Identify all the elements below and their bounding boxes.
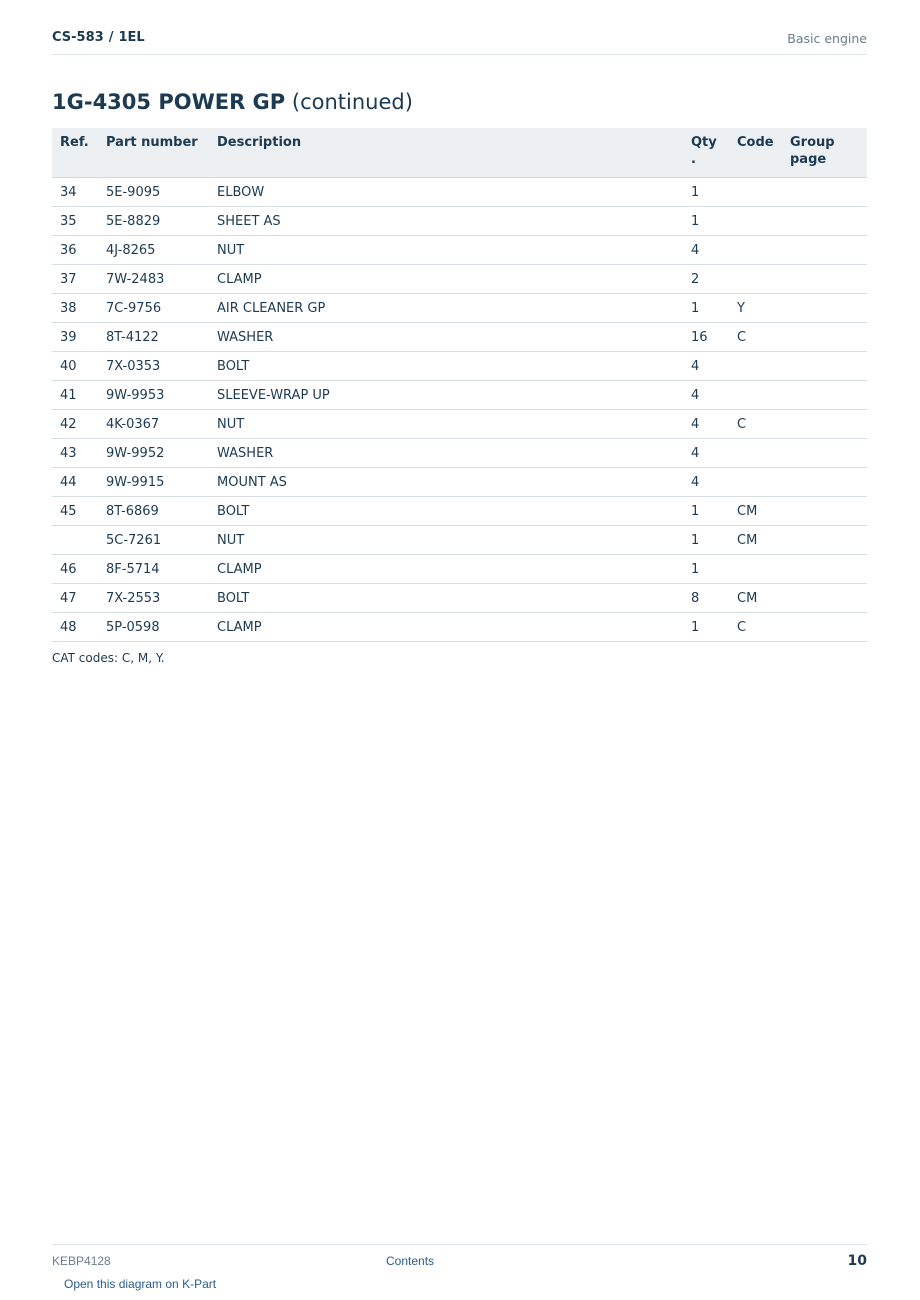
cell-group-page bbox=[782, 526, 867, 555]
group-title: 1G-4305 POWER GP bbox=[52, 90, 286, 114]
cell-qty: 4 bbox=[683, 381, 729, 410]
cell-part-number: 5E-8829 bbox=[98, 207, 209, 236]
cell-code bbox=[729, 236, 782, 265]
table-row bbox=[52, 613, 867, 642]
cell-group-page bbox=[782, 265, 867, 294]
cell-description: BOLT bbox=[209, 352, 683, 381]
cell-code: C bbox=[729, 410, 782, 439]
cat-codes-note: CAT codes: C, M, Y. bbox=[52, 651, 165, 665]
table-row bbox=[52, 236, 867, 265]
table-header-row bbox=[52, 128, 867, 178]
cell-group-page bbox=[782, 497, 867, 526]
cell-part-number: 5P-0598 bbox=[98, 613, 209, 642]
cell-group-page bbox=[782, 323, 867, 352]
table-row bbox=[52, 555, 867, 584]
cell-ref: 34 bbox=[52, 178, 98, 207]
contents-link[interactable]: Contents bbox=[386, 1254, 435, 1268]
col-header-part-number: Part number bbox=[98, 128, 209, 178]
table-row bbox=[52, 497, 867, 526]
cell-description: CLAMP bbox=[209, 265, 683, 294]
cell-part-number: 4K-0367 bbox=[98, 410, 209, 439]
cell-part-number: 8F-5714 bbox=[98, 555, 209, 584]
cell-qty: 8 bbox=[683, 584, 729, 613]
cell-ref: 45 bbox=[52, 497, 98, 526]
cell-description: AIR CLEANER GP bbox=[209, 294, 683, 323]
cell-description: BOLT bbox=[209, 584, 683, 613]
col-header-qty: Qty . bbox=[683, 128, 729, 178]
cell-ref: 35 bbox=[52, 207, 98, 236]
page-title bbox=[52, 90, 413, 114]
cell-ref: 42 bbox=[52, 410, 98, 439]
doc-breadcrumb bbox=[52, 30, 145, 45]
col-header-ref: Ref. bbox=[52, 128, 98, 178]
cell-description: SLEEVE-WRAP UP bbox=[209, 381, 683, 410]
cell-qty: 1 bbox=[683, 497, 729, 526]
cell-qty: 1 bbox=[683, 294, 729, 323]
cell-ref: 37 bbox=[52, 265, 98, 294]
table-row bbox=[52, 526, 867, 555]
cell-description: ELBOW bbox=[209, 178, 683, 207]
cell-group-page bbox=[782, 236, 867, 265]
cell-code bbox=[729, 178, 782, 207]
table-row bbox=[52, 584, 867, 613]
cell-code: Y bbox=[729, 294, 782, 323]
cell-qty: 4 bbox=[683, 410, 729, 439]
cell-description: CLAMP bbox=[209, 613, 683, 642]
cell-ref: 46 bbox=[52, 555, 98, 584]
cell-qty: 1 bbox=[683, 526, 729, 555]
cell-code bbox=[729, 468, 782, 497]
cell-part-number: 9W-9953 bbox=[98, 381, 209, 410]
cell-group-page bbox=[782, 178, 867, 207]
cell-ref: 40 bbox=[52, 352, 98, 381]
cell-description: SHEET AS bbox=[209, 207, 683, 236]
cell-code bbox=[729, 439, 782, 468]
cell-qty: 16 bbox=[683, 323, 729, 352]
cell-group-page bbox=[782, 381, 867, 410]
cell-code bbox=[729, 381, 782, 410]
cell-part-number: 8T-6869 bbox=[98, 497, 209, 526]
table-row bbox=[52, 439, 867, 468]
cell-description: CLAMP bbox=[209, 555, 683, 584]
cell-group-page bbox=[782, 294, 867, 323]
col-header-group-page: Group page bbox=[782, 128, 867, 178]
cell-ref: 39 bbox=[52, 323, 98, 352]
cell-part-number: 7X-0353 bbox=[98, 352, 209, 381]
cell-ref: 43 bbox=[52, 439, 98, 468]
cell-part-number: 5E-9095 bbox=[98, 178, 209, 207]
cell-ref: 44 bbox=[52, 468, 98, 497]
cell-part-number: 7X-2553 bbox=[98, 584, 209, 613]
cell-code bbox=[729, 352, 782, 381]
cell-code bbox=[729, 207, 782, 236]
page-header bbox=[52, 0, 867, 55]
cell-group-page bbox=[782, 439, 867, 468]
doc-id: KEBP4128 bbox=[52, 1254, 111, 1268]
table-row bbox=[52, 294, 867, 323]
cell-group-page bbox=[782, 555, 867, 584]
breadcrumb-separator: / bbox=[108, 30, 114, 45]
cell-qty: 4 bbox=[683, 352, 729, 381]
cell-code: CM bbox=[729, 497, 782, 526]
cell-description: NUT bbox=[209, 526, 683, 555]
cell-ref bbox=[52, 526, 98, 555]
page-number: 10 bbox=[847, 1253, 867, 1269]
cell-part-number: 8T-4122 bbox=[98, 323, 209, 352]
cell-group-page bbox=[782, 468, 867, 497]
cell-description: WASHER bbox=[209, 323, 683, 352]
section-name: Basic engine bbox=[787, 31, 867, 46]
model-code: 1EL bbox=[118, 30, 145, 45]
open-diagram-link[interactable]: Open this diagram on K-Part bbox=[64, 1277, 217, 1291]
cell-description: WASHER bbox=[209, 439, 683, 468]
page-footer bbox=[52, 1244, 867, 1291]
title-suffix: (continued) bbox=[291, 90, 413, 114]
cell-code: C bbox=[729, 613, 782, 642]
cell-description: NUT bbox=[209, 410, 683, 439]
cell-code: CM bbox=[729, 526, 782, 555]
cell-group-page bbox=[782, 584, 867, 613]
cell-description: BOLT bbox=[209, 497, 683, 526]
cell-qty: 4 bbox=[683, 236, 729, 265]
cell-group-page bbox=[782, 410, 867, 439]
cell-qty: 1 bbox=[683, 178, 729, 207]
cell-qty: 2 bbox=[683, 265, 729, 294]
cell-ref: 38 bbox=[52, 294, 98, 323]
cell-qty: 1 bbox=[683, 555, 729, 584]
cell-part-number: 4J-8265 bbox=[98, 236, 209, 265]
cell-part-number: 9W-9952 bbox=[98, 439, 209, 468]
cell-ref: 47 bbox=[52, 584, 98, 613]
col-header-code: Code bbox=[729, 128, 782, 178]
cell-qty: 4 bbox=[683, 439, 729, 468]
doc-code: CS-583 bbox=[52, 30, 104, 45]
cell-group-page bbox=[782, 207, 867, 236]
cell-qty: 1 bbox=[683, 207, 729, 236]
cell-part-number: 7W-2483 bbox=[98, 265, 209, 294]
cell-code: C bbox=[729, 323, 782, 352]
cell-group-page bbox=[782, 352, 867, 381]
cell-ref: 41 bbox=[52, 381, 98, 410]
cell-part-number: 9W-9915 bbox=[98, 468, 209, 497]
table-row bbox=[52, 265, 867, 294]
table-row bbox=[52, 381, 867, 410]
cell-ref: 36 bbox=[52, 236, 98, 265]
cell-code bbox=[729, 555, 782, 584]
cell-code bbox=[729, 265, 782, 294]
table-row bbox=[52, 323, 867, 352]
cell-code: CM bbox=[729, 584, 782, 613]
cell-qty: 4 bbox=[683, 468, 729, 497]
col-header-description: Description bbox=[209, 128, 683, 178]
table-row bbox=[52, 410, 867, 439]
cell-group-page bbox=[782, 613, 867, 642]
parts-table-body bbox=[52, 178, 867, 642]
cell-description: MOUNT AS bbox=[209, 468, 683, 497]
cell-description: NUT bbox=[209, 236, 683, 265]
table-row bbox=[52, 352, 867, 381]
cell-part-number: 5C-7261 bbox=[98, 526, 209, 555]
table-row bbox=[52, 178, 867, 207]
cell-qty: 1 bbox=[683, 613, 729, 642]
table-row bbox=[52, 468, 867, 497]
parts-table bbox=[52, 128, 867, 642]
cell-part-number: 7C-9756 bbox=[98, 294, 209, 323]
cell-ref: 48 bbox=[52, 613, 98, 642]
table-row bbox=[52, 207, 867, 236]
